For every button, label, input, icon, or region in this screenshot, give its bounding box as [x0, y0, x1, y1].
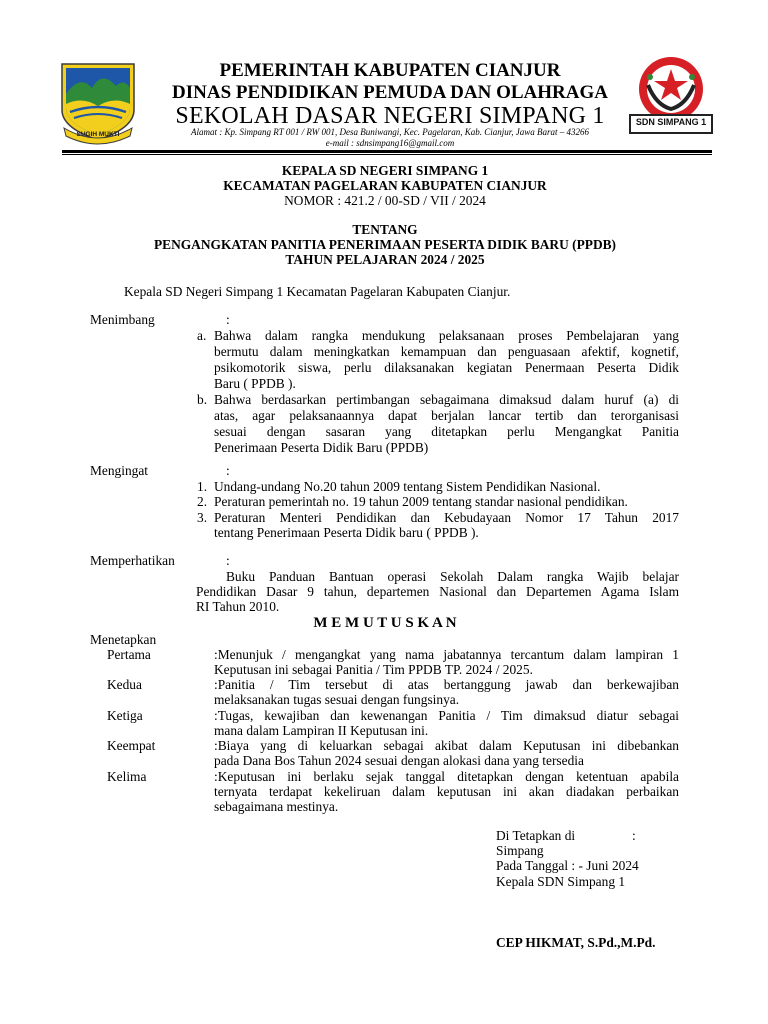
mengingat-2-marker: 2.: [197, 494, 208, 509]
school-address: Alamat : Kp. Simpang RT 001 / RW 001, Desa Buniwangi, Kec. Pagelaran, Kab. Cianjur, Jawa Barat – 43266: [191, 127, 589, 137]
menimbang-label: Menimbang: [90, 312, 155, 327]
keempat-line: pada Dana Bos Tahun 2024 sesuai dengan alokasi dana yang tersedia: [214, 753, 584, 768]
decree-number: NOMOR : 421.2 / 00-SD / VII / 2024: [284, 193, 486, 208]
kelima-line: sebagaimana mestinya.: [214, 799, 339, 814]
memperhatikan-line: Buku Panduan Bantuan operasi Sekolah Dalam rangka Wajib belajar: [226, 569, 679, 584]
pertama-label: Pertama: [107, 647, 151, 662]
kedua-line: melaksanakan tugas sesuai dengan fungsinya.: [214, 692, 460, 707]
menimbang-a-line: psikomotorik siswa, perlu dilaksanakan kegiatan Penermaan Peserta Didik: [214, 360, 679, 375]
menimbang-b-marker: b.: [197, 392, 208, 407]
letterhead-rule-thick: [62, 150, 712, 153]
decree-issuer: KEPALA SD NEGERI SIMPANG 1: [281, 163, 489, 178]
pada-tanggal: Pada Tanggal : - Juni 2024: [496, 858, 639, 873]
pertama-line: Keputusan ini sebagai Panitia / Tim PPDB TP. 2024 / 2025.: [214, 662, 533, 677]
left-logo-text: SUGIH MUKTI: [76, 131, 120, 138]
pertama-line: :Menunjuk / mengangkat yang nama jabatannya tercantum dalam lampiran 1: [214, 647, 679, 662]
memperhatikan-label: Memperhatikan: [90, 553, 175, 568]
letterhead-line-2: DINAS PENDIDIKAN PEMUDA DAN OLAHRAGA: [172, 82, 608, 103]
decree-year: TAHUN PELAJARAN 2024 / 2025: [285, 252, 485, 267]
decree-tentang: TENTANG: [352, 222, 418, 237]
menimbang-a-marker: a.: [197, 328, 207, 343]
ditetapkan-place: Simpang: [496, 843, 544, 858]
mengingat-item-3: tentang Penerimaan Peserta Didik baru ( PPDB ).: [214, 525, 479, 540]
mengingat-1-marker: 1.: [197, 479, 208, 494]
keempat-label: Keempat: [107, 738, 156, 753]
memperhatikan-line: Pendidikan Dasar 9 tahun, departemen Nasional dan Departemen Agama Islam: [196, 584, 679, 599]
letterhead-rule-thin: [62, 154, 712, 155]
left-logo: [58, 58, 138, 146]
keempat-line: :Biaya yang di keluarkan sebagai akibat dalam Keputusan ini dibebankan: [214, 738, 679, 753]
menimbang-b-line: atas, agar pelaksanaannya dapat berjalan lancar tertib dan terorganisasi: [214, 408, 679, 423]
mengingat-item-3: Peraturan Menteri Pendidikan dan Kebudayaan Nomor 17 Tahun 2017: [214, 510, 679, 525]
menimbang-b-line: sesuai dengan sasaran yang ditetapkan perlu Mengangkat Panitia: [214, 424, 679, 439]
menimbang-b-line: Bahwa berdasarkan pertimbangan sebagaimana dimaksud dalam huruf (a) di: [214, 392, 679, 407]
kelima-line: ternyata terdapat kekeliruan dalam keputusan ini akan diadakan perbaikan: [214, 784, 679, 799]
right-logo-text: SDN SIMPANG 1: [635, 117, 707, 127]
menimbang-a-line: Baru ( PPDB ).: [214, 376, 296, 391]
decree-subject: PENGANGKATAN PANITIA PENERIMAAN PESERTA DIDIK BARU (PPDB): [153, 237, 617, 252]
signer-name: CEP HIKMAT, S.Pd.,M.Pd.: [496, 935, 656, 950]
school-email: e-mail : sdnsimpang16@gmail.com: [325, 138, 455, 148]
menimbang-b-line: Penerimaan Peserta Didik Baru (PPDB): [214, 440, 429, 455]
kedua-label: Kedua: [107, 677, 142, 692]
ditetapkan-di-colon: :: [632, 828, 636, 843]
mengingat-3-marker: 3.: [197, 510, 208, 525]
memutuskan-heading: M E M U T U S K A N: [313, 615, 457, 631]
signer-position: Kepala SDN Simpang 1: [496, 874, 626, 889]
menimbang-colon: :: [226, 312, 230, 327]
memperhatikan-colon: :: [226, 553, 230, 568]
menimbang-a-line: bermutu dalam meningkatkan kemampuan dan penguasaan afektif, kognetif,: [214, 344, 679, 359]
kelima-label: Kelima: [107, 769, 147, 784]
ditetapkan-di-label: Di Tetapkan di: [496, 828, 576, 843]
mengingat-item-1: Undang-undang No.20 tahun 2009 tentang Sistem Pendidikan Nasional.: [214, 479, 601, 494]
menetapkan-label: Menetapkan: [90, 632, 157, 647]
ketiga-label: Ketiga: [107, 708, 143, 723]
intro-paragraph: Kepala SD Negeri Simpang 1 Kecamatan Pagelaran Kabupaten Cianjur.: [124, 284, 511, 299]
kedua-line: :Panitia / Tim tersebut di atas bertanggung jawab dan berkewajiban: [214, 677, 679, 692]
decree-issuer-district: KECAMATAN PAGELARAN KABUPATEN CIANJUR: [223, 178, 547, 193]
mengingat-colon: :: [226, 463, 230, 478]
memperhatikan-line: RI Tahun 2010.: [196, 599, 280, 614]
menimbang-a-line: Bahwa dalam rangka mendukung pelaksanaan proses Pembelajaran yang: [214, 328, 679, 343]
letterhead-line-1: PEMERINTAH KABUPATEN CIANJUR: [219, 60, 561, 81]
kelima-line: :Keputusan ini berlaku sejak tanggal ditetapkan dengan ketentuan apabila: [214, 769, 679, 784]
ketiga-line: mana dalam Lampiran II Keputusan ini.: [214, 723, 429, 738]
mengingat-item-2: Peraturan pemerintah no. 19 tahun 2009 tentang standar nasional pendidikan.: [214, 494, 628, 509]
mengingat-label: Mengingat: [90, 463, 149, 478]
ketiga-line: :Tugas, kewajiban dan kewenangan Panitia / Tim dimaksud diatur sebagai: [214, 708, 679, 723]
school-name: SEKOLAH DASAR NEGERI SIMPANG 1: [175, 103, 605, 129]
